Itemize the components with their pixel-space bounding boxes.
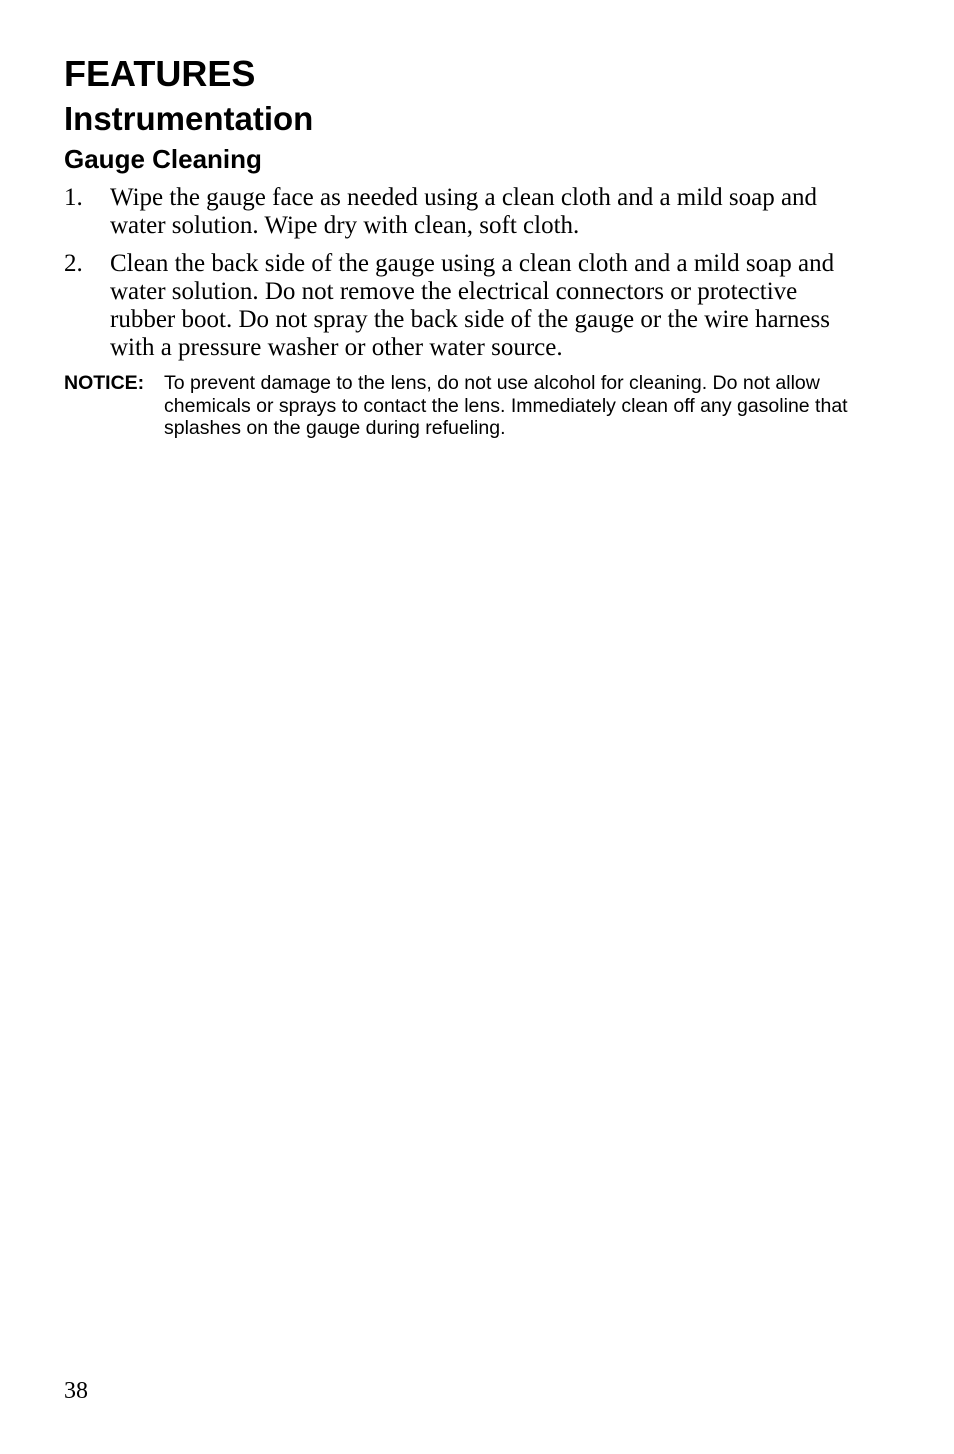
notice-block <box>64 372 864 440</box>
cleaning-steps-list <box>64 184 864 362</box>
subsection-heading: Gauge Cleaning <box>64 144 262 174</box>
page-title: Instrumentation <box>64 100 314 137</box>
step-item <box>64 250 864 362</box>
section-heading: FEATURES <box>64 53 256 94</box>
notice-text: To prevent damage to the lens, do not use alcohol for cleaning. Do not allow chemicals or sprays to contact the lens. Immediately clean off any gasoline that splashes on the gauge during refueling. <box>164 372 848 439</box>
manual-page <box>64 54 864 440</box>
step-text: Clean the back side of the gauge using a clean cloth and a mild soap and water solution. Do not remove the electrical connectors or protective rubber boot. Do not spray the back side of the gauge or the wire harness with a pressure washer or other water source. <box>110 250 835 361</box>
notice-label: NOTICE: <box>64 372 145 394</box>
step-text: Wipe the gauge face as needed using a clean cloth and a mild soap and water solution. Wipe dry with clean, soft cloth. <box>110 184 818 239</box>
step-number: 2. <box>64 250 83 277</box>
step-item <box>64 184 864 240</box>
step-number: 1. <box>64 184 83 211</box>
page-number: 38 <box>64 1378 88 1404</box>
